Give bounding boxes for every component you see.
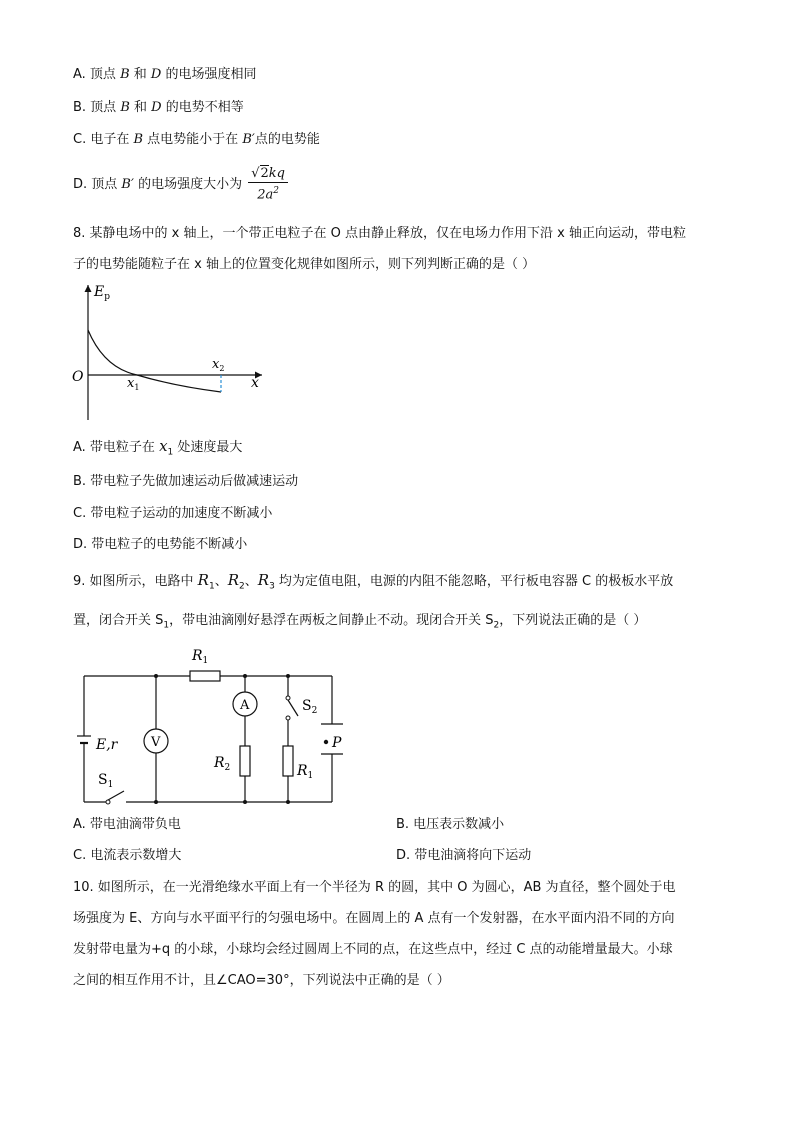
- q10-stem-line-1: 10. 如图所示，在一光滑绝缘水平面上有一个半径为 R 的圆，其中 O 为圆心，AB 为直径，整个圆处于电: [73, 880, 676, 895]
- q9-option-a: A. 带电油滴带负电: [73, 817, 181, 832]
- q8-stem-line-2: 子的电势能随粒子在 x 轴上的位置变化规律如图所示，则下列判断正确的是（ ）: [73, 257, 536, 272]
- q8-option-b: B. 带电粒子先做加速运动后做减速运动: [73, 474, 299, 489]
- source-label: E,r: [96, 737, 118, 753]
- y-axis-label: $E_p$: [94, 284, 110, 302]
- q9-circuit-diagram: [64, 640, 364, 810]
- s1-label: $S_1$: [98, 772, 114, 790]
- q7-option-c: C. 电子在 B 点电势能小于在 B′点的电势能: [73, 132, 320, 147]
- x1-label: $x_1$: [127, 376, 140, 392]
- q8-option-c: C. 带电粒子运动的加速度不断减小: [73, 506, 273, 521]
- q8-option-d: D. 带电粒子的电势能不断减小: [73, 537, 248, 552]
- ammeter-symbol: A: [240, 698, 250, 713]
- q10-stem-line-4: 之间的相互作用不计，且∠CAO=30°，下列说法中正确的是（ ）: [73, 973, 450, 988]
- oil-drop-label: P: [332, 735, 342, 751]
- q8-potential-energy-graph: [64, 280, 274, 425]
- potential-energy-curve: [88, 330, 221, 392]
- x-axis-label: x: [251, 375, 259, 391]
- q7-option-d: D. 顶点 B′ 的电场强度大小为 $\frac{√2kq}{2a^2}$: [73, 166, 288, 203]
- q7-option-a: A. 顶点 B 和 D 的电场强度相同: [73, 67, 257, 82]
- q10-stem-line-3: 发射带电量为+q 的小球，小球均会经过圆周上不同的点，在这些点中，经过 C 点的动能增量最大。小球: [73, 942, 673, 957]
- r2-label: $R_2$: [214, 755, 231, 773]
- field-strength-fraction: $\frac{√2kq}{2a^2}$: [248, 166, 288, 203]
- q9-option-c: C. 电流表示数增大: [73, 848, 182, 863]
- q8-stem-line-1: 8. 某静电场中的 x 轴上，一个带正电粒子在 O 点由静止释放，仅在电场力作用下沿 x 轴正向运动，带电粒: [73, 226, 686, 241]
- voltmeter-symbol: V: [151, 735, 161, 750]
- q9-option-d: D. 带电油滴将向下运动: [396, 848, 532, 863]
- q9-option-b: B. 电压表示数减小: [396, 817, 505, 832]
- s2-label: $S_2$: [302, 698, 318, 716]
- q9-stem-line-2: 置，闭合开关 $S_1$，带电油滴刚好悬浮在两板之间静止不动。现闭合开关 $S_2$，下列说法正确的是（ ）: [73, 613, 647, 631]
- q9-stem-line-1: 9. 如图所示，电路中 $R_1$、$R_2$、$R_3$ 均为定值电阻，电源的内阻不能忽略，平行板电容器 C 的极板水平放: [73, 571, 674, 592]
- q8-option-a: A. 带电粒子在 $x_1$ 处速度最大: [73, 437, 243, 458]
- q7-option-b: B. 顶点 B 和 D 的电势不相等: [73, 100, 244, 115]
- r1-top-label: $R_1$: [192, 648, 209, 666]
- origin-label: O: [72, 369, 84, 385]
- x2-label: $x_2$: [212, 357, 225, 373]
- r1-right-label: $R_1$: [297, 763, 314, 781]
- q10-stem-line-2: 场强度为 E、方向与水平面平行的匀强电场中。在圆周上的 A 点有一个发射器，在水平面内沿不同的方向: [73, 911, 675, 926]
